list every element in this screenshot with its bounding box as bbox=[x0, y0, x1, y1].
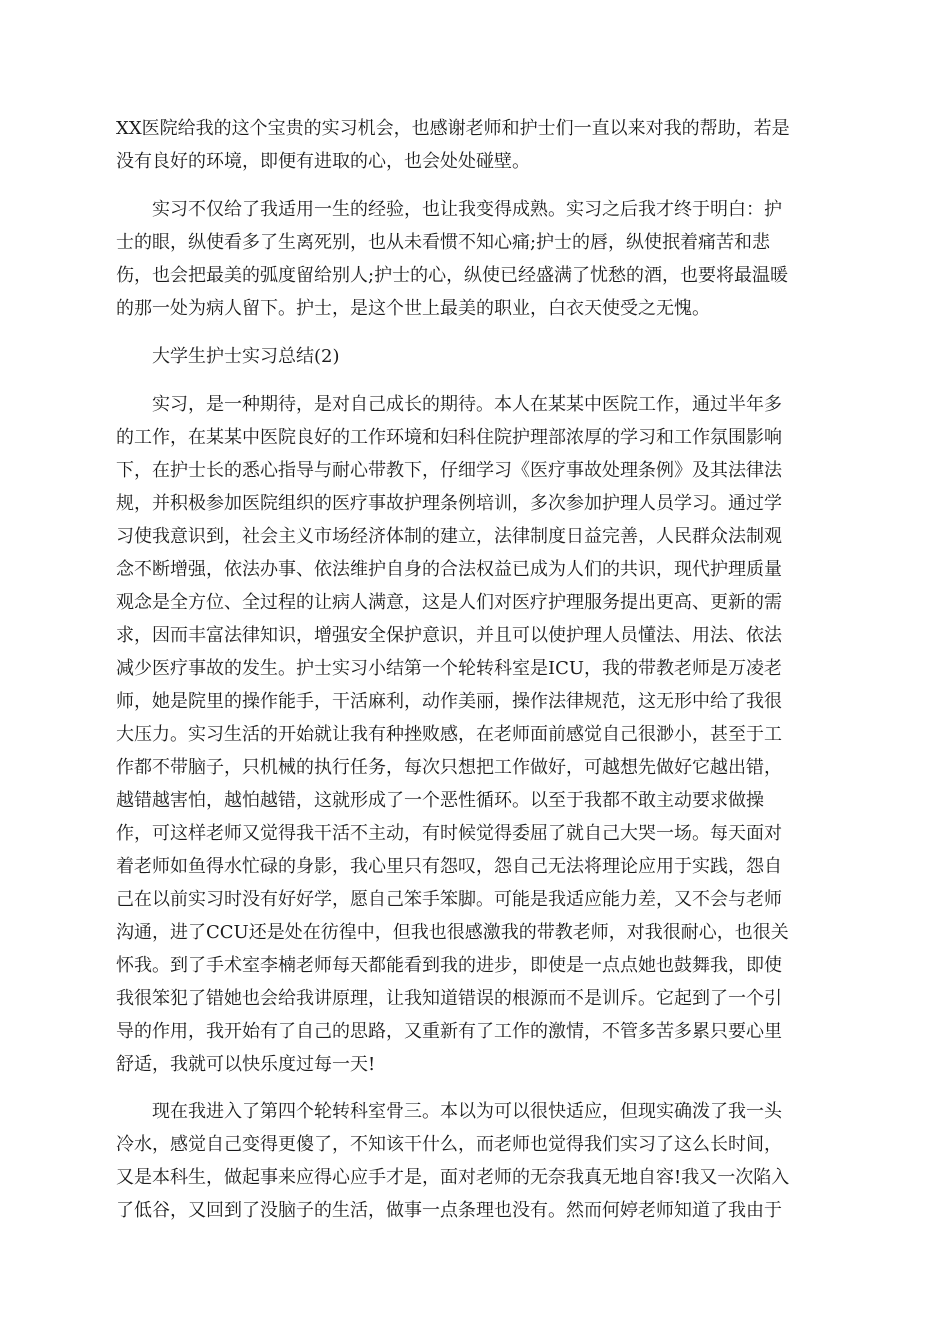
text-line: 了低谷，又回到了没脑子的生活，做事一点条理也没有。然而何婷老师知道了我由于 bbox=[116, 1200, 782, 1221]
text-line: 师，她是院里的操作能手，干活麻利，动作美丽，操作法律规范，这无形中给了我很 bbox=[116, 691, 782, 712]
text-line: 士的眼，纵使看多了生离死别，也从未看惯不知心痛;护士的唇，纵使抿着痛苦和悲 bbox=[116, 232, 771, 253]
text-line: 的那一处为病人留下。护士，是这个世上最美的职业，白衣天使受之无愧。 bbox=[116, 298, 710, 319]
section-heading: 大学生护士实习总结(2) bbox=[152, 346, 340, 367]
text-line: XX医院给我的这个宝贵的实习机会，也感谢老师和护士们一直以来对我的帮助，若是 bbox=[116, 118, 790, 139]
text-line: 习使我意识到，社会主义市场经济体制的建立，法律制度日益完善，人民群众法制观 bbox=[116, 526, 782, 547]
text-line: 求，因而丰富法律知识，增强安全保护意识，并且可以使护理人员懂法、用法、依法 bbox=[116, 625, 782, 646]
text-line: 实习，是一种期待，是对自己成长的期待。本人在某某中医院工作，通过半年多 bbox=[152, 394, 782, 415]
text-line: 又是本科生，做起事来应得心应手才是，面对老师的无奈我真无地自容!我又一次陷入 bbox=[116, 1167, 790, 1188]
text-line: 伤，也会把最美的弧度留给别人;护士的心，纵使已经盛满了忧愁的酒，也要将最温暖 bbox=[116, 265, 789, 286]
text-line: 没有良好的环境，即便有进取的心，也会处处碰壁。 bbox=[116, 151, 530, 172]
text-line: 观念是全方位、全过程的让病人满意，这是人们对医疗护理服务提出更高、更新的需 bbox=[116, 592, 782, 613]
text-line: 怀我。到了手术室李楠老师每天都能看到我的进步，即使是一点点她也鼓舞我，即使 bbox=[116, 955, 782, 976]
text-line: 现在我进入了第四个轮转科室骨三。本以为可以很快适应，但现实确泼了我一头 bbox=[152, 1101, 782, 1122]
text-line: 作，可这样老师又觉得我干活不主动，有时候觉得委屈了就自己大哭一场。每天面对 bbox=[116, 823, 782, 844]
text-line: 着老师如鱼得水忙碌的身影，我心里只有怨叹，怨自己无法将理论应用于实践，怨自 bbox=[116, 856, 782, 877]
text-line: 减少医疗事故的发生。护士实习小结第一个轮转科室是ICU，我的带教老师是万凌老 bbox=[116, 658, 783, 679]
text-line: 我很笨犯了错她也会给我讲原理，让我知道错误的根源而不是训斥。它起到了一个引 bbox=[116, 988, 782, 1009]
text-line: 舒适，我就可以快乐度过每一天! bbox=[116, 1054, 376, 1075]
text-line: 己在以前实习时没有好好学，愿自己笨手笨脚。可能是我适应能力差，又不会与老师 bbox=[116, 889, 782, 910]
text-line: 沟通，进了CCU还是处在彷徨中，但我也很感激我的带教老师，对我很耐心，也很关 bbox=[116, 922, 789, 943]
text-line: 念不断增强，依法办事、依法维护自身的合法权益已成为人们的共识，现代护理质量 bbox=[116, 559, 782, 580]
text-line: 大压力。实习生活的开始就让我有种挫败感，在老师面前感觉自己很渺小，甚至于工 bbox=[116, 724, 782, 745]
text-line: 的工作，在某某中医院良好的工作环境和妇科住院护理部浓厚的学习和工作氛围影响 bbox=[116, 427, 782, 448]
text-line: 作都不带脑子，只机械的执行任务，每次只想把工作做好，可越想先做好它越出错， bbox=[116, 757, 782, 778]
text-line: 冷水，感觉自己变得更傻了，不知该干什么，而老师也觉得我们实习了这么长时间， bbox=[116, 1134, 782, 1155]
text-line: 实习不仅给了我适用一生的经验，也让我变得成熟。实习之后我才终于明白：护 bbox=[152, 199, 782, 220]
text-line: 导的作用，我开始有了自己的思路，又重新有了工作的激情，不管多苦多累只要心里 bbox=[116, 1021, 782, 1042]
text-line: 越错越害怕，越怕越错，这就形成了一个恶性循环。以至于我都不敢主动要求做操 bbox=[116, 790, 764, 811]
text-line: 下，在护士长的悉心指导与耐心带教下，仔细学习《医疗事故处理条例》及其法律法 bbox=[116, 460, 782, 481]
text-line: 规，并积极参加医院组织的医疗事故护理条例培训，多次参加护理人员学习。通过学 bbox=[116, 493, 782, 514]
